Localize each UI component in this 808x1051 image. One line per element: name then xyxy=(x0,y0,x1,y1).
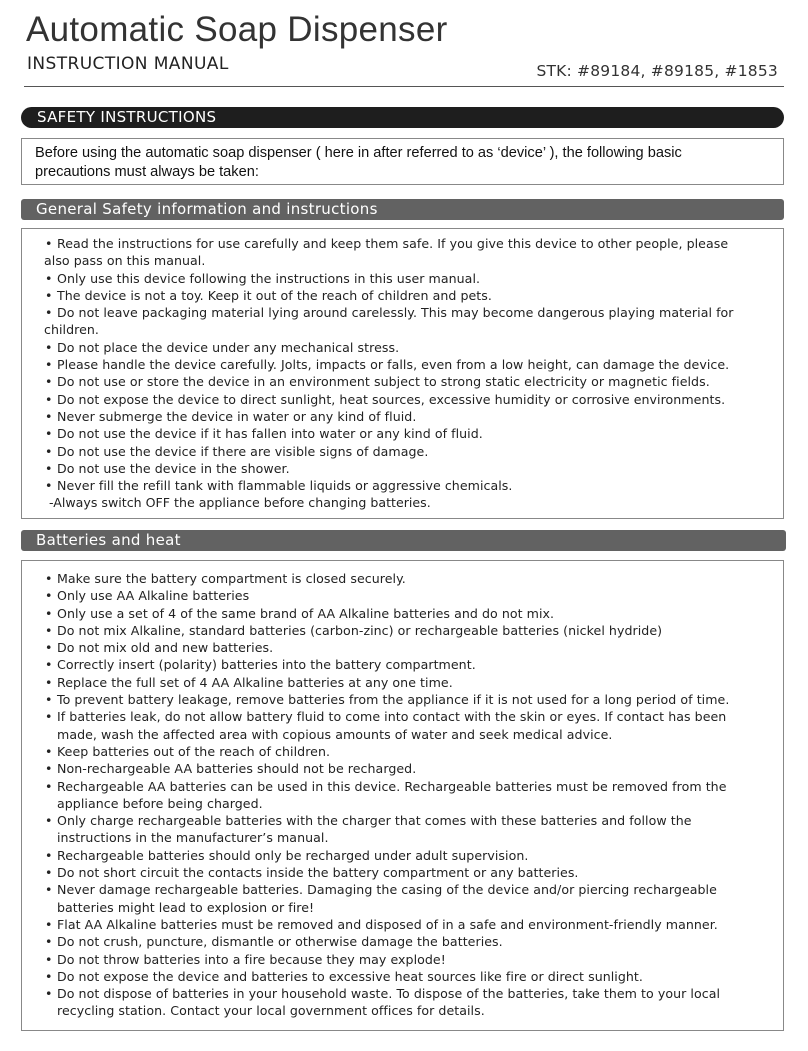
list-item-continuation: batteries might lead to explosion or fire! xyxy=(57,899,315,915)
list-item xyxy=(44,691,783,708)
list-item-continuation: recycling station. Contact your local government offices for details. xyxy=(57,1003,485,1019)
list-item xyxy=(44,270,783,287)
list-item xyxy=(44,951,783,968)
list-item xyxy=(44,443,783,460)
list-item-text: Do not mix Alkaline, standard batteries (carbon-zinc) or rechargeable batteries (nickel hydride) xyxy=(57,622,663,638)
list-item-text: Rechargeable batteries should only be recharged under adult supervision. xyxy=(57,847,529,863)
list-item-text: Make sure the battery compartment is closed securely. xyxy=(57,571,406,586)
list-item xyxy=(44,477,783,494)
list-item-text: Only use AA Alkaline batteries xyxy=(57,588,250,604)
list-item-text: Do not throw batteries into a fire because they may explode! xyxy=(57,951,446,967)
intro-box xyxy=(21,138,784,185)
list-item-text: If batteries leak, do not allow battery fluid to come into contact with the skin or eyes. If contact has been xyxy=(57,709,727,725)
list-item-text: Do not use the device in the shower. xyxy=(57,460,290,476)
list-item xyxy=(44,373,783,390)
list-item xyxy=(44,656,783,673)
list-item xyxy=(44,408,783,425)
list-item-text: Do not dispose of batteries in your household waste. To dispose of the batteries, take them to your local xyxy=(57,986,721,1002)
list-item xyxy=(44,968,783,985)
list-item-text: Correctly insert (polarity) batteries into the battery compartment. xyxy=(57,657,476,673)
list-item-text: Do not leave packaging material lying around carelessly. This may become dangerous playing material for xyxy=(57,305,734,321)
list-item xyxy=(44,778,783,813)
list-item-text: Keep batteries out of the reach of children. xyxy=(57,743,331,759)
list-item xyxy=(44,743,783,760)
list-item xyxy=(44,356,783,373)
list-item xyxy=(44,460,783,477)
intro-line-1: Before using the automatic soap dispenser ( here in after referred to as ‘device’ ), the following basic xyxy=(35,145,682,161)
document-subtitle: INSTRUCTION MANUAL xyxy=(27,54,229,74)
list-item-text: Do not short circuit the contacts inside the battery compartment or any batteries. xyxy=(57,865,579,881)
list-item-text: Do not use the device if it has fallen into water or any kind of fluid. xyxy=(57,426,483,442)
batteries-heading: Batteries and heat xyxy=(21,530,786,551)
list-item-text: Only use this device following the instructions in this user manual. xyxy=(57,270,481,286)
list-item xyxy=(44,587,783,604)
list-item-text: Only charge rechargeable batteries with the charger that comes with these batteries and follow the xyxy=(57,813,692,829)
list-item-continuation: also pass on this manual. xyxy=(44,253,206,269)
list-item-text: Rechargeable AA batteries can be used in this device. Rechargeable batteries must be removed from the xyxy=(57,778,727,794)
safety-instructions-heading: SAFETY INSTRUCTIONS xyxy=(21,107,784,128)
list-item-text: Never fill the refill tank with flammable liquids or aggressive chemicals. xyxy=(57,478,513,494)
intro-line-2: precautions must always be taken: xyxy=(35,164,259,180)
list-item-text: Do not place the device under any mechanical stress. xyxy=(57,339,400,355)
list-item-text: Do not use the device if there are visible signs of damage. xyxy=(57,443,429,459)
list-item xyxy=(44,985,783,1020)
list-item xyxy=(44,605,783,622)
list-item xyxy=(44,881,783,916)
list-item xyxy=(44,760,783,777)
list-item xyxy=(44,847,783,864)
list-item-text: Do not crush, puncture, dismantle or otherwise damage the batteries. xyxy=(57,934,503,950)
list-item-text: Read the instructions for use carefully and keep them safe. If you give this device to other people, please xyxy=(57,236,729,251)
list-item-text: Do not expose the device and batteries to excessive heat sources like fire or direct sunlight. xyxy=(57,968,643,984)
list-item-text: Do not use or store the device in an environment subject to strong static electricity or magnetic fields. xyxy=(57,374,710,390)
list-item-text: The device is not a toy. Keep it out of the reach of children and pets. xyxy=(57,287,492,303)
general-safety-list xyxy=(44,235,783,494)
list-item-continuation: instructions in the manufacturer’s manual. xyxy=(57,830,329,846)
list-item xyxy=(44,287,783,304)
list-item-text: Do not expose the device to direct sunlight, heat sources, excessive humidity or corrosive environments. xyxy=(57,391,726,407)
list-item-text: Only use a set of 4 of the same brand of AA Alkaline batteries and do not mix. xyxy=(57,605,555,621)
list-item xyxy=(44,916,783,933)
general-safety-box xyxy=(21,228,784,519)
list-item xyxy=(44,339,783,356)
list-item xyxy=(44,622,783,639)
list-item-text: Non-rechargeable AA batteries should not be recharged. xyxy=(57,761,417,777)
stock-numbers: STK: #89184, #89185, #1853 xyxy=(536,62,778,80)
list-item xyxy=(44,933,783,950)
list-item xyxy=(44,425,783,442)
intro-text xyxy=(35,144,770,182)
list-item-text: Never damage rechargeable batteries. Damaging the casing of the device and/or piercing rechargeable xyxy=(57,882,717,898)
list-item-text: Never submerge the device in water or any kind of fluid. xyxy=(57,408,417,424)
list-item-continuation: appliance before being charged. xyxy=(57,795,263,811)
list-item-text: Do not mix old and new batteries. xyxy=(57,640,274,656)
list-item-text: To prevent battery leakage, remove batteries from the appliance if it is not used for a long period of time. xyxy=(57,692,730,708)
list-item-continuation: made, wash the affected area with copious amounts of water and seek medical advice. xyxy=(57,726,613,742)
list-item xyxy=(44,708,783,743)
list-item xyxy=(44,304,783,339)
header-divider xyxy=(24,86,784,87)
switch-off-note: -Always switch OFF the appliance before changing batteries. xyxy=(49,495,431,511)
list-item xyxy=(44,864,783,881)
list-item-continuation: children. xyxy=(44,322,99,338)
list-item-text: Flat AA Alkaline batteries must be removed and disposed of in a safe and environment-friendly manner. xyxy=(57,916,718,932)
batteries-list xyxy=(44,570,783,1020)
list-item xyxy=(44,812,783,847)
list-item xyxy=(44,674,783,691)
list-item xyxy=(44,570,783,587)
list-item-text: Please handle the device carefully. Jolts, impacts or falls, even from a low height, can damage the device. xyxy=(57,357,730,373)
list-item xyxy=(44,639,783,656)
general-safety-heading: General Safety information and instructions xyxy=(21,199,784,220)
batteries-box xyxy=(21,560,784,1031)
list-item xyxy=(44,391,783,408)
list-item xyxy=(44,235,783,270)
page-title: Automatic Soap Dispenser xyxy=(26,10,448,49)
list-item-text: Replace the full set of 4 AA Alkaline batteries at any one time. xyxy=(57,674,453,690)
